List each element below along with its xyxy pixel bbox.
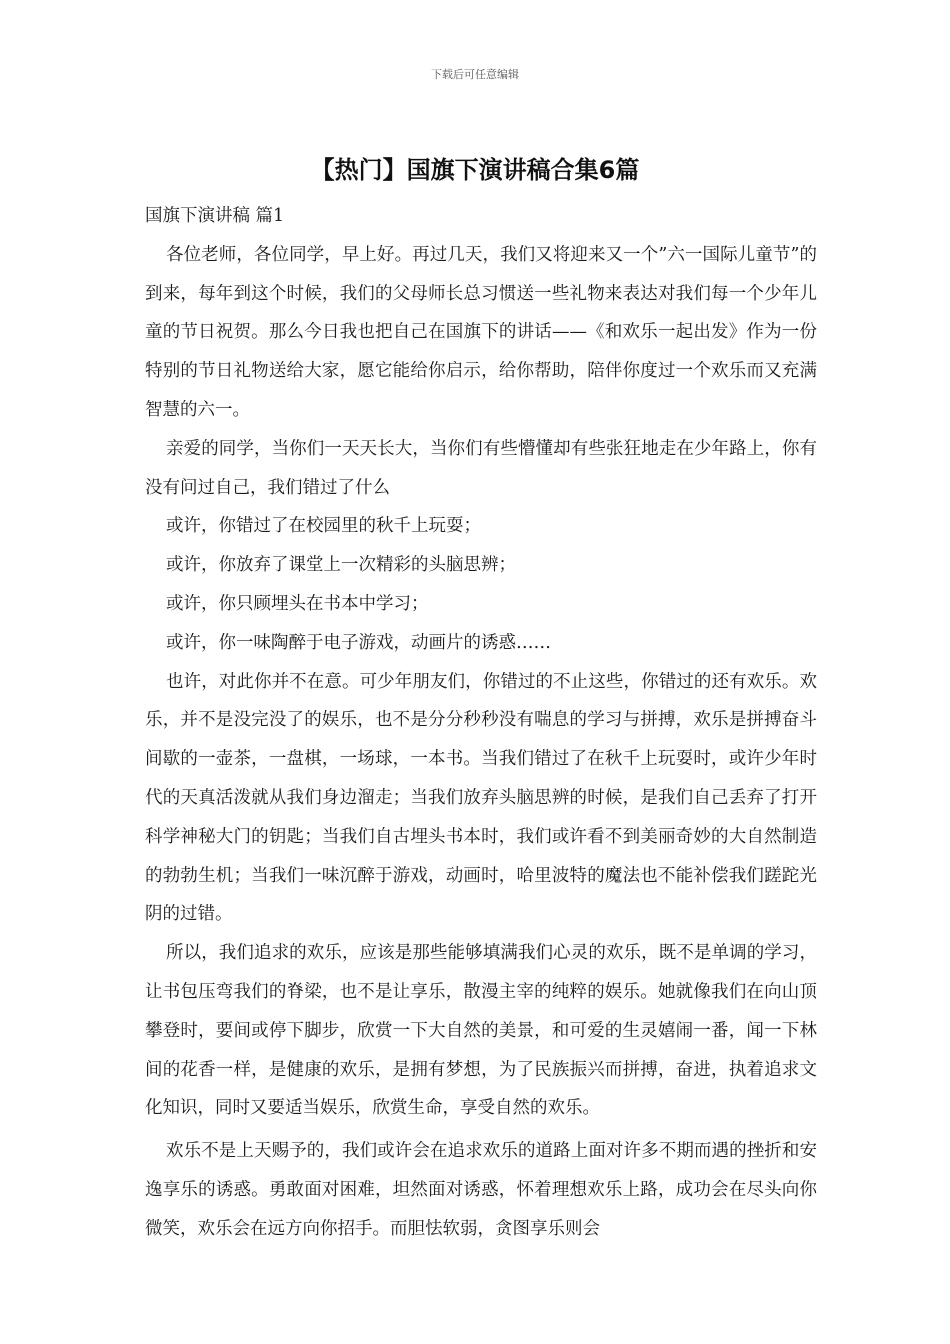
document-title: 【热门】国旗下演讲稿合集6篇 bbox=[310, 156, 640, 184]
list-item: 或许，你错过了在校园里的秋千上玩耍； bbox=[166, 516, 481, 537]
paragraph: 欢乐不是上天赐予的，我们或许会在追求欢乐的道路上面对许多不期而遇的挫折和安逸享乐的诱惑。勇敢面对困难，坦然面对诱惑，怀着理想欢乐上路，成功会在尽头向你微笑，欢乐会在远方向你招手。而胆怯软弱，贪图享乐则会 bbox=[145, 1141, 817, 1239]
list-item: 或许，你一味陶醉于电子游戏，动画片的诱惑…… bbox=[166, 632, 551, 653]
paragraph: 亲爱的同学，当你们一天天长大，当你们有些懵懂却有些张狂地走在少年路上，你有没有问过自己，我们错过了什么 bbox=[145, 438, 817, 498]
list-item: 或许，你放弃了课堂上一次精彩的头脑思辨； bbox=[166, 555, 516, 576]
header-note: 下载后可任意编辑 bbox=[431, 68, 519, 81]
paragraph: 所以，我们追求的欢乐，应该是那些能够填满我们心灵的欢乐，既不是单调的学习，让书包压弯我们的脊梁，也不是让享乐，散漫主宰的纯粹的娱乐。她就像我们在向山顶攀登时，要间或停下脚步，欣赏一下大自然的美景，和可爱的生灵嬉闹一番，闻一下林间的花香一样，是健康的欢乐，是拥有梦想，为了民族振兴而拼搏，奋进，执着追求文化知识，同时又要适当娱乐，欣赏生命，享受自然的欢乐。 bbox=[145, 943, 817, 1119]
document-body bbox=[145, 197, 817, 1249]
paragraph: 各位老师，各位同学，早上好。再过几天，我们又将迎来又一个”六一国际儿童节”的到来，每年到这个时候，我们的父母师长总习惯送一些礼物来表达对我们每一个少年儿童的节日祝贺。那么今日我也把自己在国旗下的讲话——《和欢乐一起出发》作为一份特别的节日礼物送给大家，愿它能给你启示，给你帮助，陪伴你度过一个欢乐而又充满智慧的六一。 bbox=[145, 244, 817, 420]
section-heading: 国旗下演讲稿 篇1 bbox=[145, 206, 285, 226]
list-item: 或许，你只顾埋头在书本中学习； bbox=[166, 593, 429, 614]
paragraph: 也许，对此你并不在意。可少年朋友们，你错过的不止这些，你错过的还有欢乐。欢乐，并不是没完没了的娱乐，也不是分分秒秒没有喘息的学习与拼搏，欢乐是拼搏奋斗间歇的一壶茶，一盘棋，一场球，一本书。当我们错过了在秋千上玩耍时，或许少年时代的天真活泼就从我们身边溜走；当我们放弃头脑思辨的时候，是我们自己丢弃了打开科学神秘大门的钥匙；当我们自古埋头书本时，我们或许看不到美丽奇妙的大自然制造的勃勃生机；当我们一味沉醉于游戏，动画时，哈里波特的魔法也不能补偿我们蹉跎光阴的过错。 bbox=[145, 671, 817, 925]
